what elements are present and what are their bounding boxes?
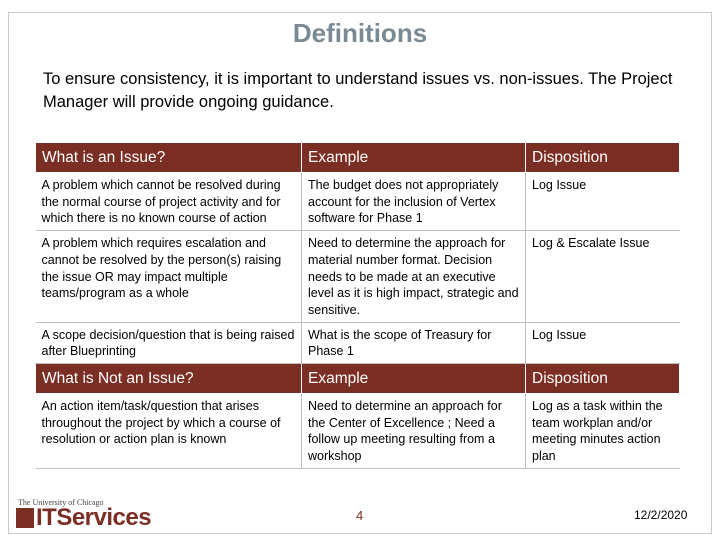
itservices-logo	[12, 498, 182, 532]
table-cell: The budget does not appropriately account for the inclusion of Vertex software for Phase 1	[302, 173, 526, 231]
header-cell: Example	[302, 143, 526, 173]
table-cell: A problem which requires escalation and cannot be resolved by the person(s) raising the issue OR may impact multiple teams/program as a whole	[36, 231, 302, 323]
table-row	[36, 322, 680, 363]
intro-text: To ensure consistency, it is important to understand issues vs. non-issues. The Project Manager will provide ongoing guidance.	[43, 70, 673, 111]
logo-university-text: The University of Chicago	[18, 498, 104, 507]
table-cell: Need to determine an approach for the Center of Excellence ; Need a follow up meeting resulting from a workshop	[302, 394, 526, 469]
definitions-table	[35, 142, 680, 469]
table-cell: A scope decision/question that is being raised after Blueprinting	[36, 322, 302, 363]
header-cell: What is Not an Issue?	[36, 364, 302, 394]
header-cell: Example	[302, 364, 526, 394]
table-header-not-issue	[36, 364, 680, 394]
table-row	[36, 231, 680, 323]
table-cell: Log & Escalate Issue	[526, 231, 680, 323]
table-cell: Log Issue	[526, 322, 680, 363]
table-header-issue	[36, 143, 680, 173]
logo-mark-icon	[16, 508, 34, 528]
table-row	[36, 394, 680, 469]
table-cell: A problem which cannot be resolved during the normal course of project activity and for which there is no known course of action	[36, 173, 302, 231]
page-number: 4	[356, 508, 364, 523]
header-cell: Disposition	[526, 364, 680, 394]
header-cell: Disposition	[526, 143, 680, 173]
table-cell: Need to determine the approach for material number format. Decision needs to be made at an executive level as it is high impact, strategic and sensitive.	[302, 231, 526, 323]
table-cell: Log Issue	[526, 173, 680, 231]
table-cell: An action item/task/question that arises throughout the project by which a course of resolution or action plan is known	[36, 394, 302, 469]
page-title: Definitions	[292, 18, 428, 48]
logo-text: ITServices	[36, 504, 152, 531]
header-cell: What is an Issue?	[36, 143, 302, 173]
footer-date: 12/2/2020	[634, 508, 688, 522]
table-cell: Log as a task within the team workplan and/or meeting minutes action plan	[526, 394, 680, 469]
table-row	[36, 173, 680, 231]
table-cell: What is the scope of Treasury for Phase 1	[302, 322, 526, 363]
